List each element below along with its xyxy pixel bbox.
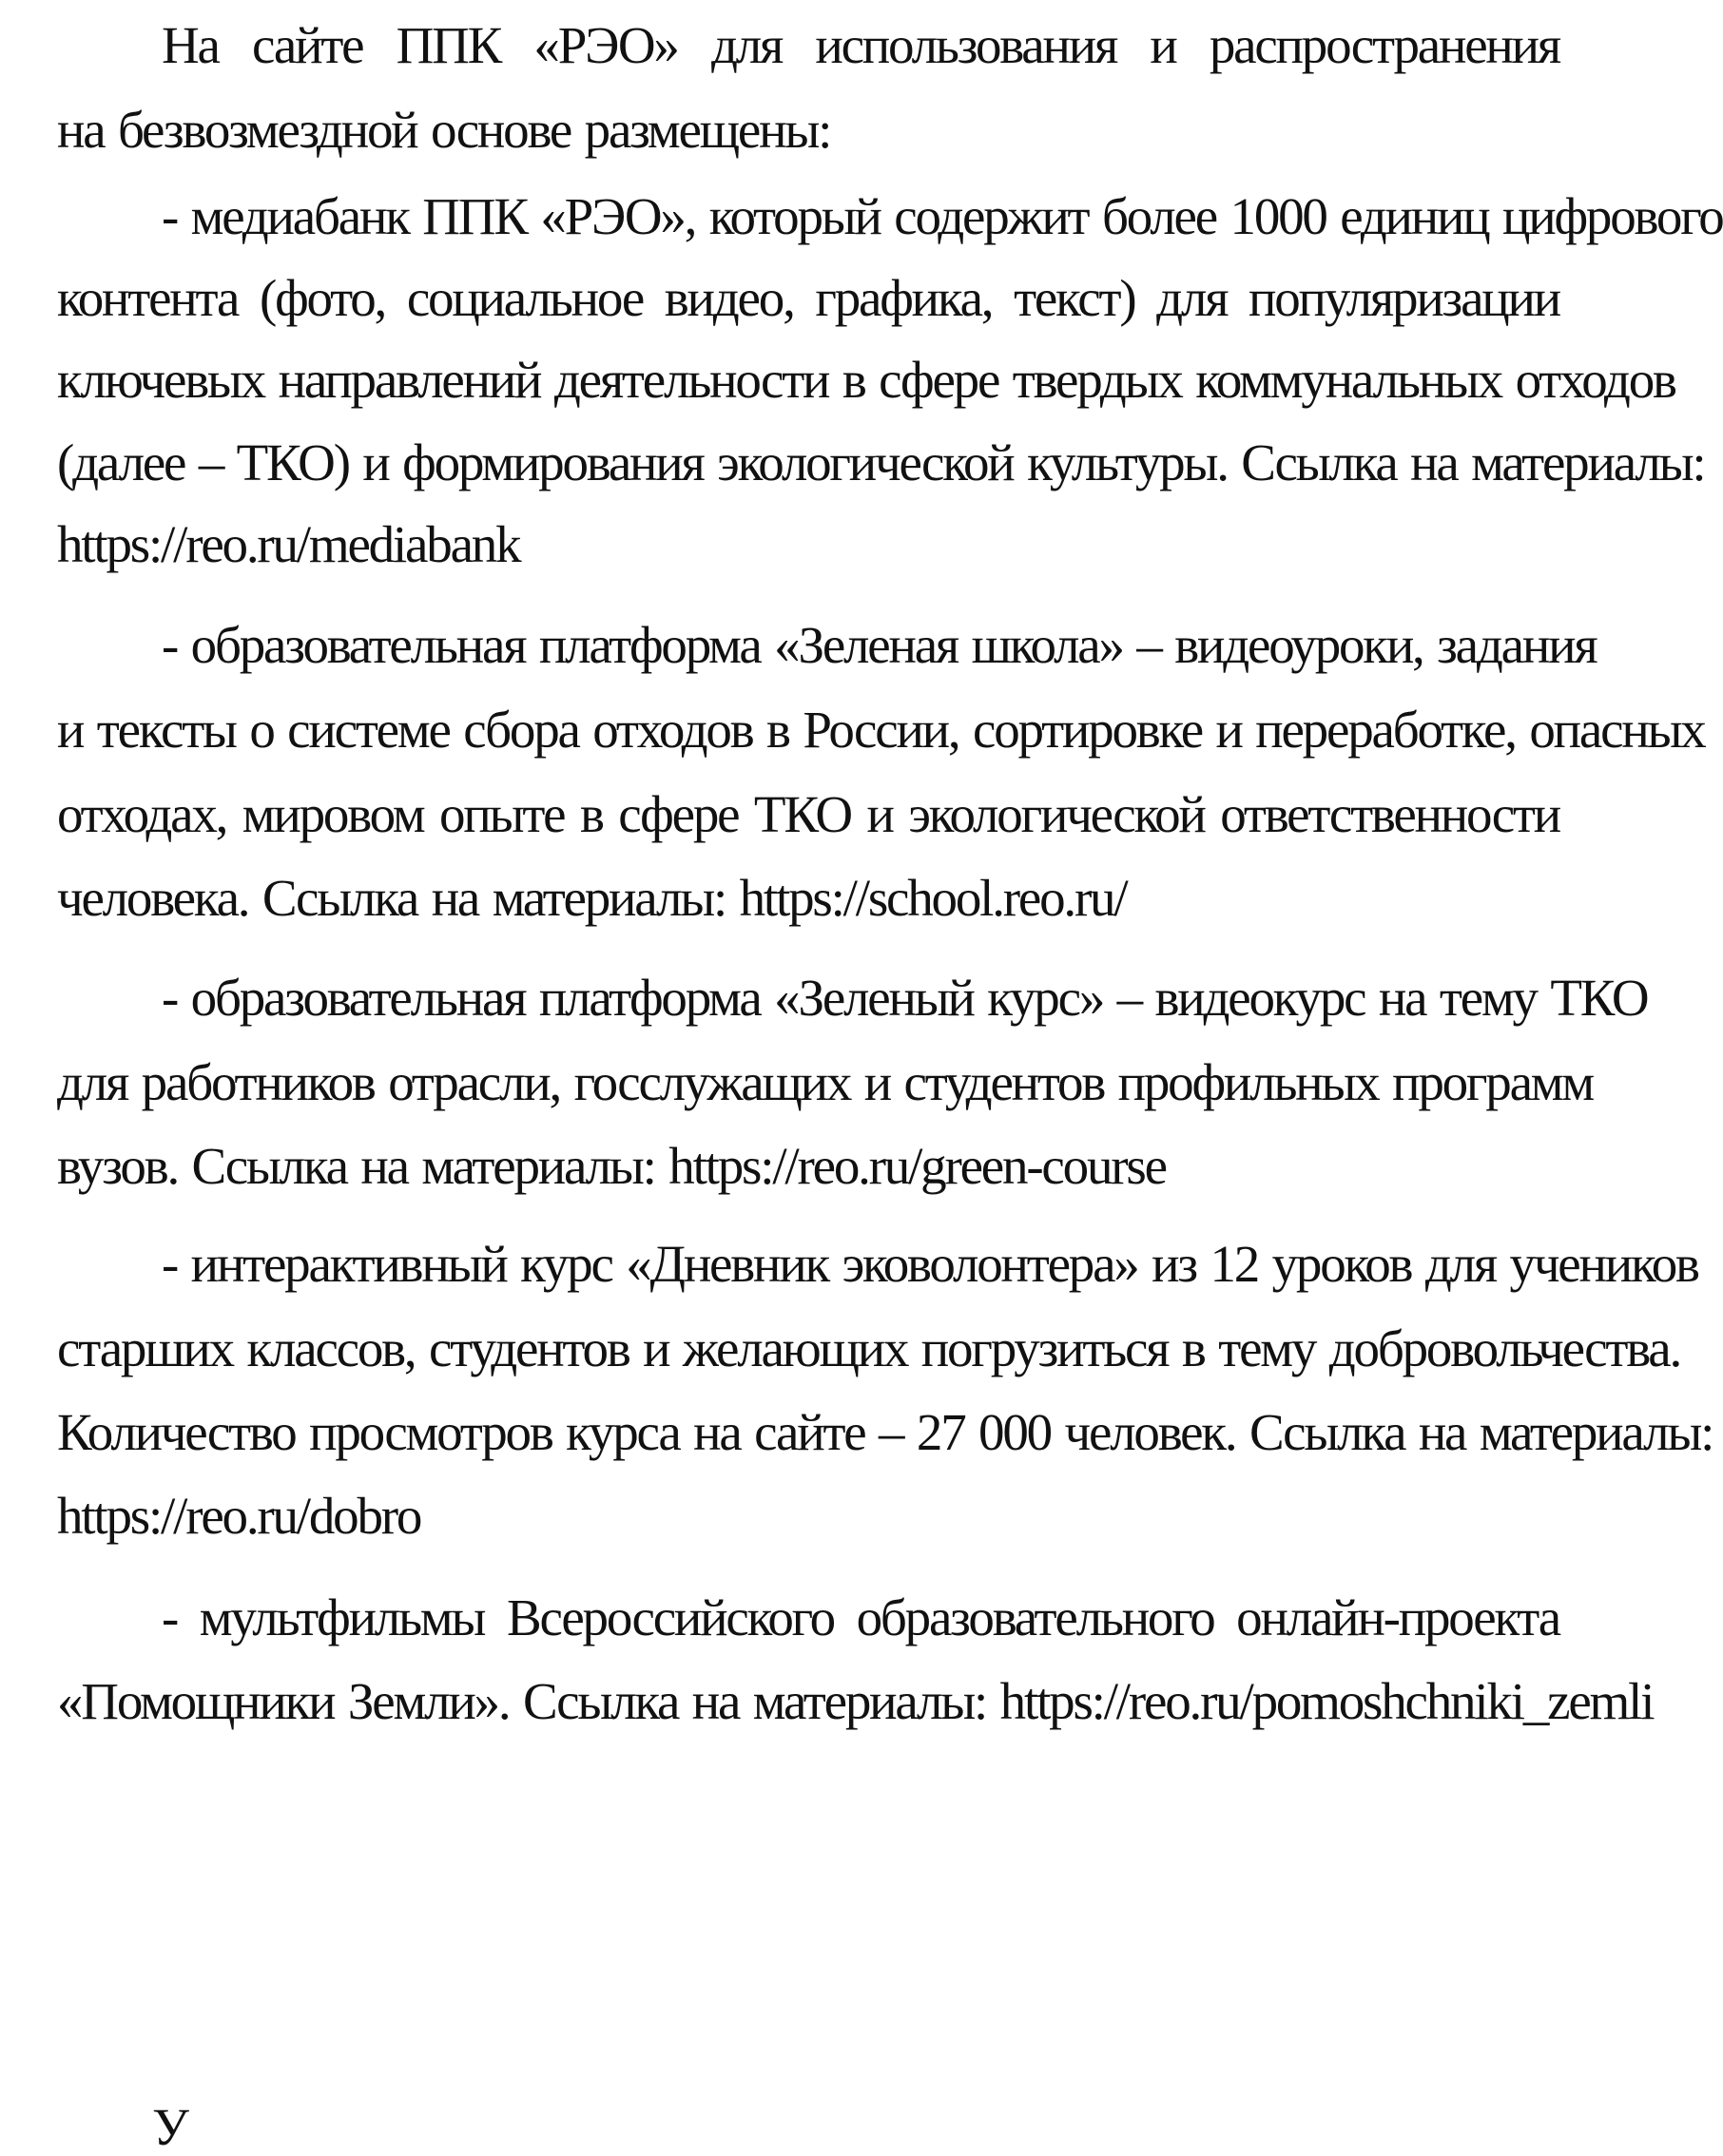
- text-line: и тексты о системе сбора отходов в России, сортировке и переработке, опасных: [57, 701, 1705, 759]
- text-line: вузов. Ссылка на материалы: https://reo.ru/green-course: [57, 1137, 1166, 1195]
- text-line: - мультфильмы Всероссийского образовательного онлайн-проекта: [162, 1588, 1559, 1646]
- text-line: для работников отрасли, госслужащих и студентов профильных программ: [57, 1053, 1594, 1111]
- text-line: На сайте ППК «РЭО» для использования и распространения: [162, 16, 1559, 74]
- text-line: - образовательная платформа «Зеленая школа» – видеоуроки, задания: [162, 616, 1597, 674]
- text-line: на безвозмездной основе размещены:: [57, 101, 831, 159]
- text-line: человека. Ссылка на материалы: https://school.reo.ru/: [57, 869, 1127, 927]
- text-line: «Помощники Земли». Ссылка на материалы: https://reo.ru/pomoshchniki_zemli: [57, 1672, 1654, 1730]
- text-line: ключевых направлений деятельности в сфере твердых коммунальных отходов: [57, 351, 1675, 409]
- link-mediabank: https://reo.ru/mediabank: [57, 515, 520, 573]
- text-line: - интерактивный курс «Дневник эковолонтера» из 12 уроков для учеников: [162, 1235, 1698, 1293]
- cut-off-text: У: [152, 2098, 187, 2156]
- text-line: Количество просмотров курса на сайте – 27 000 человек. Ссылка на материалы:: [57, 1403, 1713, 1461]
- text-line: старших классов, студентов и желающих погрузиться в тему добровольчества.: [57, 1319, 1681, 1377]
- text-line: отходах, мировом опыте в сфере ТКО и экологической ответственности: [57, 785, 1559, 843]
- text-line: (далее – ТКО) и формирования экологической культуры. Ссылка на материалы:: [57, 433, 1705, 491]
- link-dobro: https://reo.ru/dobro: [57, 1487, 421, 1545]
- text-line: контента (фото, социальное видео, графика, текст) для популяризации: [57, 269, 1559, 327]
- text-line: - образовательная платформа «Зеленый курс» – видеокурс на тему ТКО: [162, 969, 1648, 1027]
- text-line: - медиабанк ППК «РЭО», который содержит более 1000 единиц цифрового: [162, 187, 1723, 245]
